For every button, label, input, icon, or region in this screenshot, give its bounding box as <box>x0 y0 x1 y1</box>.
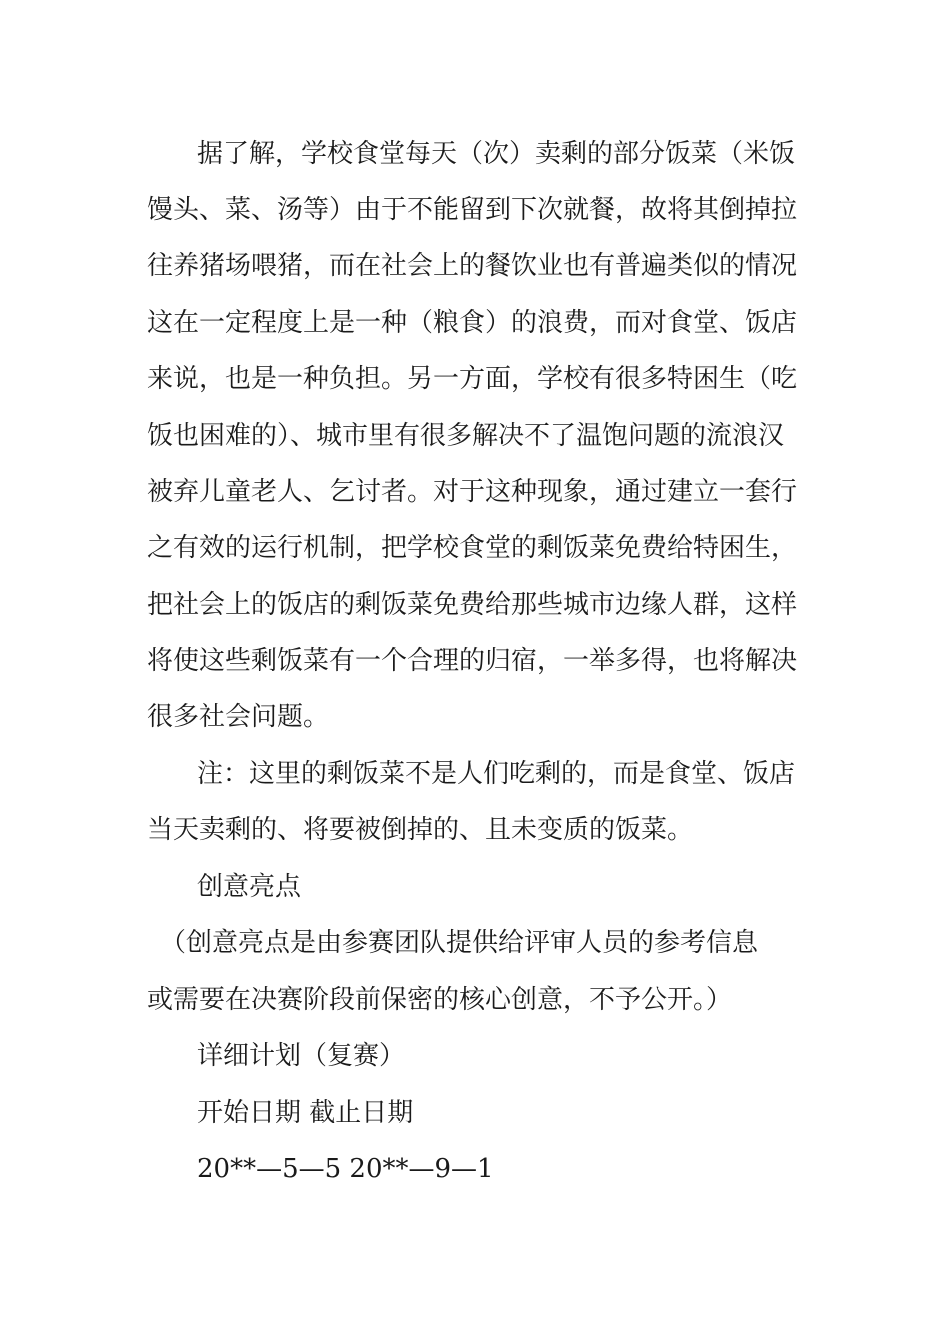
paragraph-line: 这在一定程度上是一种（粮食）的浪费，而对食堂、饭店 <box>147 308 798 338</box>
paragraph-line: 被弃儿童老人、乞讨者。对于这种现象，通过建立一套行 <box>147 477 798 507</box>
highlight-desc-line: 或需要在决赛阶段前保密的核心创意，不予公开。） <box>147 985 733 1015</box>
paragraph-line: 往养猪场喂猪，而在社会上的餐饮业也有普遍类似的情况 <box>147 251 798 281</box>
date-values: 20**—5—5 20**—9—1 <box>197 1154 494 1184</box>
paragraph-line: 馒头、菜、汤等）由于不能留到下次就餐，故将其倒掉拉 <box>147 195 798 225</box>
paragraph-line: 很多社会问题。 <box>147 702 330 732</box>
paragraph-line: 之有效的运行机制，把学校食堂的剩饭菜免费给特困生， <box>147 533 798 563</box>
paragraph-line: 据了解，学校食堂每天（次）卖剩的部分饭菜（米饭 <box>197 139 796 169</box>
date-headers: 开始日期 截止日期 <box>197 1098 414 1128</box>
paragraph-line: 来说，也是一种负担。另一方面，学校有很多特困生（吃 <box>147 364 798 394</box>
note-line: 注：这里的剩饭菜不是人们吃剩的，而是食堂、饭店 <box>197 759 796 789</box>
paragraph-line: 把社会上的饭店的剩饭菜免费给那些城市边缘人群，这样 <box>147 590 798 620</box>
note-line: 当天卖剩的、将要被倒掉的、且未变质的饭菜。 <box>147 815 694 845</box>
paragraph-line: 将使这些剩饭菜有一个合理的归宿，一举多得，也将解决 <box>147 646 798 676</box>
section-heading-plan: 详细计划（复赛） <box>197 1041 406 1071</box>
highlight-desc-line: （创意亮点是由参赛团队提供给评审人员的参考信息 <box>160 928 759 958</box>
section-heading-highlight: 创意亮点 <box>197 872 302 902</box>
paragraph-line: 饭也困难的）、城市里有很多解决不了温饱问题的流浪汉 <box>147 421 785 451</box>
